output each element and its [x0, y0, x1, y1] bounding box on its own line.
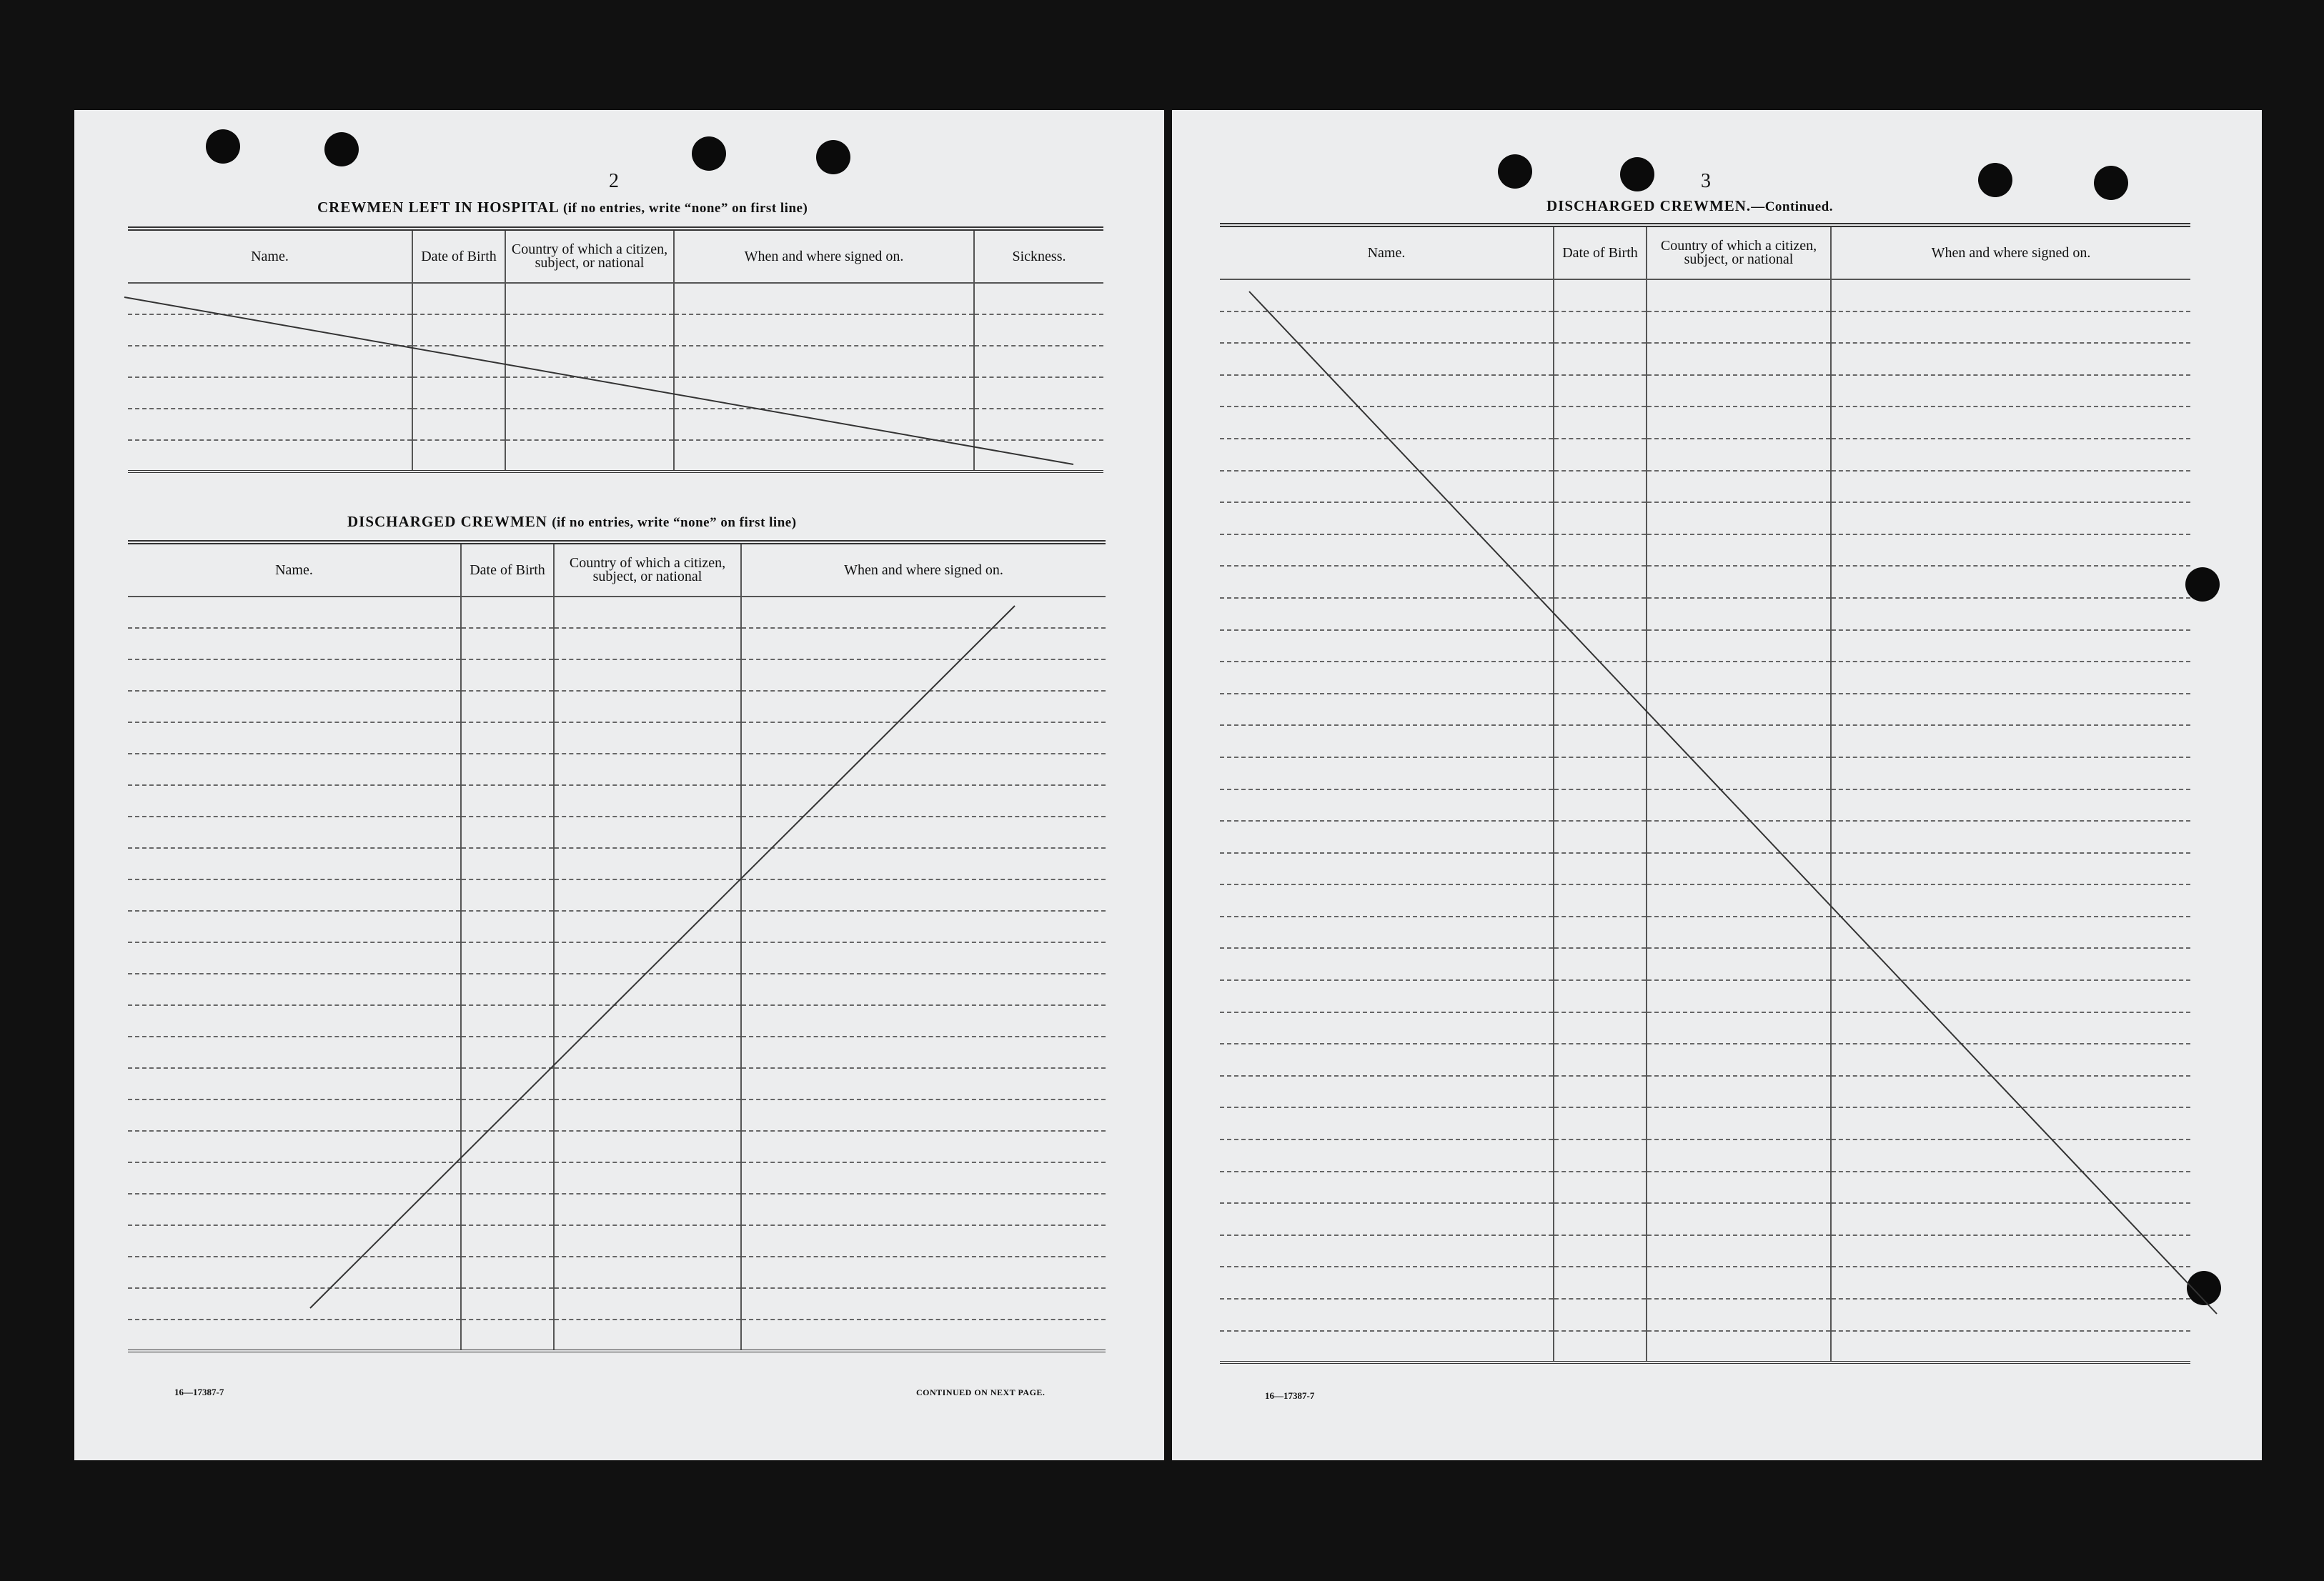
strike-through-lines: [74, 110, 1164, 1460]
column-header-country: Country of which a citizen, subject, or national: [554, 542, 741, 597]
continued-note: CONTINUED ON NEXT PAGE.: [916, 1387, 1046, 1397]
column-header-country: Country of which a citizen, subject, or national: [1647, 225, 1831, 279]
column-header-name: Name.: [1220, 225, 1554, 279]
discharged-title-text: DISCHARGED CREWMEN.: [1546, 197, 1752, 214]
page-number: 2: [609, 170, 619, 192]
column-header-date-of-birth: Date of Birth: [412, 229, 505, 283]
continued-label: —Continued.: [1751, 199, 1833, 214]
column-header-name: Name.: [128, 229, 412, 283]
column-header-country: Country of which a citizen, subject, or national: [505, 229, 674, 283]
column-header-date-of-birth: Date of Birth: [461, 542, 554, 597]
column-header-signed-on: When and where signed on.: [1831, 225, 2190, 279]
right-page: [1172, 110, 2262, 1460]
column-header-signed-on: When and where signed on.: [741, 542, 1106, 597]
strike-through-lines: [1172, 110, 2262, 1460]
column-header-sickness: Sickness.: [974, 229, 1103, 283]
discharged-title-text: DISCHARGED CREWMEN: [347, 513, 547, 530]
column-header-signed-on: When and where signed on.: [674, 229, 974, 283]
hospital-title-text: CREWMEN LEFT IN HOSPITAL: [317, 199, 559, 216]
hospital-strike-line: [124, 297, 1073, 464]
form-number: 16—17387-7: [174, 1387, 224, 1397]
column-header-date-of-birth: Date of Birth: [1554, 225, 1647, 279]
discharged-strike-line: [310, 606, 1015, 1308]
left-page: [74, 110, 1164, 1460]
hospital-title-note: (if no entries, write “none” on first line): [562, 201, 808, 216]
discharged-strike-line: [1249, 291, 2217, 1314]
page-number: 3: [1701, 170, 1711, 192]
form-number: 16—17387-7: [1265, 1390, 1315, 1401]
column-header-name: Name.: [128, 542, 461, 597]
discharged-title-note: (if no entries, write “none” on first line): [552, 515, 797, 530]
